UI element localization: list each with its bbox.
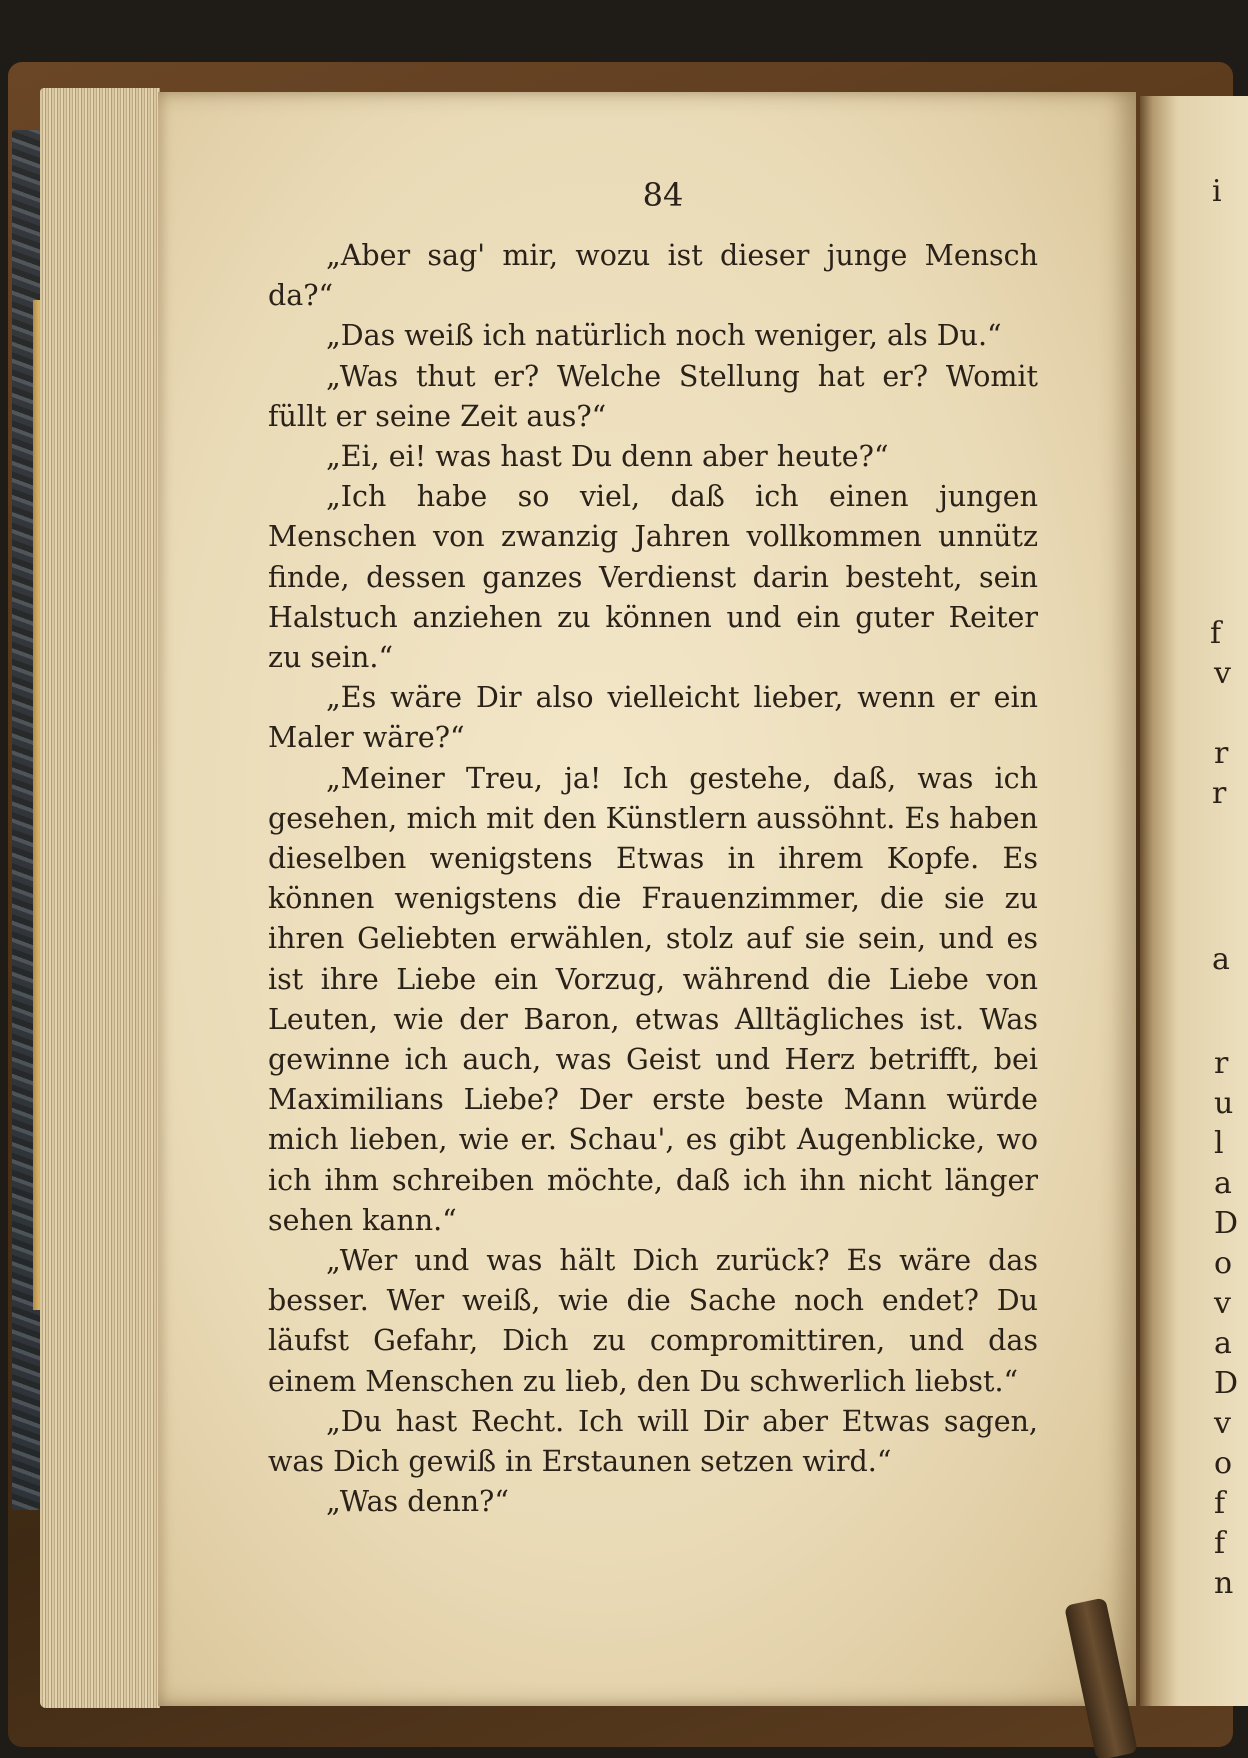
facing-glyph: l: [1214, 1126, 1224, 1161]
paragraph: „Meiner Treu, ja! Ich gestehe, daß, was ich gesehen, mich mit den Künstlern aussöhnt. Es haben dieselben wenigstens Etwas in ihrem Kopfe. Es können wenigstens die Frauenzimmer, die sie zu ihren Geliebten erwählen, stolz auf sie sein, und es ist ihre Liebe ein Vorzug, während die Liebe von Leuten, wie der Baron, etwas Alltägliches ist. Was gewinne ich auch, was Geist und Herz betrifft, bei Maximilians Liebe? Der erste beste Mann würde mich lieben, wie er. Schau', es gibt Augenblicke, wo ich ihm schreiben möchte, daß ich ihn nicht länger sehen kann.“: [268, 761, 1038, 1237]
facing-glyph: v: [1214, 656, 1231, 691]
facing-glyph: a: [1214, 1326, 1232, 1361]
paragraph: „Ich habe so viel, daß ich einen jungen Menschen von zwanzig Jahren vollkommen unnütz finde, dessen ganzes Verdienst darin besteht, sein Halstuch anziehen zu können und ein guter Reiter zu sein.“: [268, 480, 1038, 675]
facing-glyph: D: [1214, 1366, 1239, 1401]
facing-glyph: a: [1212, 942, 1230, 977]
facing-glyph: f: [1214, 1526, 1226, 1561]
facing-glyph: o: [1214, 1446, 1233, 1481]
paragraph: „Es wäre Dir also vielleicht lieber, wenn er ein Maler wäre?“: [268, 681, 1038, 755]
page-text-block: [268, 236, 1038, 1523]
page-number: 84: [642, 176, 684, 214]
facing-glyph: D: [1214, 1206, 1239, 1241]
paragraph: „Aber sag' mir, wozu ist dieser junge Mensch da?“: [268, 239, 1038, 313]
facing-page-edge: [1140, 96, 1248, 1706]
paragraph: „Was denn?“: [326, 1485, 509, 1519]
facing-glyph: r: [1214, 736, 1229, 771]
facing-glyph: f: [1214, 1486, 1226, 1521]
paragraph: „Ei, ei! was hast Du denn aber heute?“: [326, 440, 889, 474]
paragraph: „Du hast Recht. Ich will Dir aber Etwas sagen, was Dich gewiß in Erstaunen setzen wird.“: [268, 1404, 1038, 1479]
paragraph: „Das weiß ich natürlich noch weniger, als Du.“: [326, 319, 1002, 353]
facing-glyph: f: [1210, 616, 1222, 651]
facing-glyph: r: [1214, 1046, 1229, 1081]
facing-glyph: v: [1214, 1406, 1231, 1441]
facing-glyph: r: [1212, 776, 1227, 811]
paragraph: „Wer und was hält Dich zurück? Es wäre das besser. Wer weiß, wie die Sache noch endet? Du läufst Gefahr, Dich zu compromittiren, und das einem Menschen zu lieb, den Du schwerlich liebst.“: [268, 1244, 1038, 1398]
paragraph: „Was thut er? Welche Stellung hat er? Womit füllt er seine Zeit aus?“: [268, 359, 1038, 433]
facing-glyph: o: [1214, 1246, 1233, 1281]
page-stack-edge: [40, 88, 160, 1708]
facing-glyph: a: [1214, 1166, 1232, 1201]
facing-glyph: u: [1214, 1086, 1234, 1121]
facing-glyph: i: [1212, 174, 1222, 209]
facing-glyph: n: [1214, 1566, 1234, 1601]
facing-glyph: v: [1214, 1286, 1231, 1321]
